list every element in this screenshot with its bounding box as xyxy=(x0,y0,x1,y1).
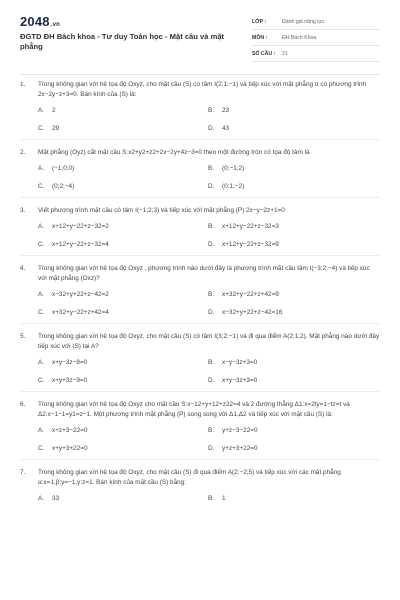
option-letter: B. xyxy=(208,427,215,434)
question-number: 2. xyxy=(20,149,26,156)
answer-option[interactable] xyxy=(38,182,208,191)
answer-options xyxy=(38,494,380,503)
answer-option[interactable] xyxy=(38,240,208,249)
option-letter: D. xyxy=(208,183,215,190)
answer-option[interactable] xyxy=(208,426,378,435)
answer-option[interactable] xyxy=(38,124,208,133)
question-text: Trong không gian với hệ tọa độ Oxyz, cho mặt cầu (S) đi qua điểm A(2;−2;5) và tiếp xúc với các mặt phẳng α:x=1,β:y=−1,γ:z=1. Bán kính của mặt cầu (S) bằng: xyxy=(38,469,341,486)
option-text: (0;1;−2) xyxy=(222,183,245,190)
option-text: y+z+3+22=0 xyxy=(222,445,258,452)
answer-option[interactable] xyxy=(208,222,378,231)
option-text: 33 xyxy=(52,495,60,502)
option-letter: D. xyxy=(208,445,215,452)
question-number: 6. xyxy=(20,401,26,408)
answer-option[interactable] xyxy=(38,222,208,231)
option-letter: D. xyxy=(208,125,215,132)
question-number: 3. xyxy=(20,207,26,214)
answer-option[interactable] xyxy=(38,358,208,367)
option-letter: B. xyxy=(208,495,215,502)
meta-label: SỐ CÂU : xyxy=(252,50,276,57)
option-letter: A. xyxy=(38,359,45,366)
answer-option[interactable] xyxy=(38,308,208,317)
logo-suffix: .vn xyxy=(50,22,61,28)
answer-options xyxy=(38,290,380,317)
option-text: 2 xyxy=(52,107,56,114)
header xyxy=(0,0,400,66)
option-letter: B. xyxy=(208,165,215,172)
answer-option[interactable] xyxy=(38,106,208,115)
answer-option[interactable] xyxy=(208,444,378,453)
answer-options xyxy=(38,106,380,133)
option-text: x+12+y−22+z−32=4 xyxy=(52,241,109,248)
answer-option[interactable] xyxy=(208,240,378,249)
option-text: x+y+3z−9=0 xyxy=(52,377,88,384)
option-letter: C. xyxy=(38,445,45,452)
option-letter: A. xyxy=(38,495,45,502)
option-letter: A. xyxy=(38,427,45,434)
option-text: (0;−1;2) xyxy=(222,165,245,172)
option-text: 23 xyxy=(222,107,230,114)
question-item xyxy=(20,80,380,140)
option-letter: A. xyxy=(38,223,45,230)
answer-option[interactable] xyxy=(208,290,378,299)
meta-value: ĐH Bách Khoa xyxy=(282,34,317,41)
option-letter: A. xyxy=(38,107,45,114)
question-item xyxy=(20,400,380,460)
question-number: 7. xyxy=(20,469,26,476)
option-text: x−32+y+22+z−42=16 xyxy=(222,309,283,316)
question-item xyxy=(20,332,380,392)
answer-options xyxy=(38,222,380,249)
answer-option[interactable] xyxy=(38,164,208,173)
answer-options xyxy=(38,358,380,385)
option-text: x+y−3z+3=0 xyxy=(222,377,258,384)
answer-option[interactable] xyxy=(208,124,378,133)
option-letter: C. xyxy=(38,377,45,384)
question-number: 1. xyxy=(20,81,26,88)
question-item xyxy=(20,148,380,198)
meta-row-count xyxy=(252,46,380,62)
option-letter: B. xyxy=(208,291,215,298)
option-text: (−1;0;0) xyxy=(52,165,75,172)
option-letter: D. xyxy=(208,377,215,384)
option-text: (0;2;−4) xyxy=(52,183,75,190)
answer-option[interactable] xyxy=(208,106,378,115)
meta-row-subject xyxy=(252,30,380,46)
answer-options xyxy=(38,426,380,453)
answer-options xyxy=(38,164,380,191)
question-item xyxy=(20,206,380,256)
option-text: 29 xyxy=(52,125,60,132)
option-text: x+y−3z−8=0 xyxy=(52,359,88,366)
meta-info xyxy=(252,14,380,62)
option-text: x+12+y−22+z−32=2 xyxy=(52,223,109,230)
question-text: Trong không gian với hệ tọa độ Oxyz , phương trình nào dưới đây là phương trình mặt cầu tâm I(−3;2;−4) và tiếp xúc với mặt phẳng (Oxz)? xyxy=(38,265,370,282)
answer-option[interactable] xyxy=(208,308,378,317)
option-letter: C. xyxy=(38,309,45,316)
option-letter: C. xyxy=(38,125,45,132)
question-text: Trong không gian với hệ tọa độ Oxyz cho mặt cầu S:x−12+y+12+z22=4 và 2 đường thẳng Δ1:x=2ty=1−tz=t và Δ2:x−1−1=y1=z−1. Một phương trình mặt phẳng (P) song song với Δ1,Δ2 và tiếp xúc với mặt cầu (S) là: xyxy=(38,401,350,418)
answer-option[interactable] xyxy=(38,426,208,435)
option-letter: B. xyxy=(208,223,215,230)
answer-option[interactable] xyxy=(208,358,378,367)
answer-option[interactable] xyxy=(38,444,208,453)
question-list xyxy=(20,80,380,517)
option-text: x+z+3−22=0 xyxy=(52,427,88,434)
answer-option[interactable] xyxy=(38,290,208,299)
answer-option[interactable] xyxy=(208,494,378,503)
question-text: Trong không gian với hệ tọa độ Oxyz, cho mặt cầu (S) có tâm I(3;2;−1) và đi qua điểm A(2;1;2). Mặt phẳng nào dưới đây tiếp xúc với (S) tại A? xyxy=(38,333,380,350)
question-item xyxy=(20,468,380,509)
answer-option[interactable] xyxy=(38,376,208,385)
option-text: x+32+y−22+z+42=4 xyxy=(52,309,109,316)
question-item xyxy=(20,264,380,324)
option-letter: D. xyxy=(208,241,215,248)
question-text: Mặt phẳng (Oyz) cắt mặt cầu S:x2+y2+z2+2x−2y+4z−3=0 theo một đường tròn có tọa độ tâm là xyxy=(38,149,310,156)
option-letter: C. xyxy=(38,241,45,248)
option-text: x−32+y+22+z−42=2 xyxy=(52,291,109,298)
site-logo[interactable] xyxy=(20,14,60,29)
option-text: 1 xyxy=(222,495,226,502)
option-letter: D. xyxy=(208,309,215,316)
header-divider xyxy=(20,74,380,75)
question-text: Viết phương trình mặt cầu có tâm I(−1;2;3) và tiếp xúc với mặt phẳng (P):2x−y−2z+1=0 xyxy=(38,207,285,214)
answer-option[interactable] xyxy=(38,494,208,503)
option-text: y+z−3−22=0 xyxy=(222,427,258,434)
meta-label: MÔN : xyxy=(252,34,268,41)
option-letter: B. xyxy=(208,359,215,366)
option-text: x+32+y−22+z+42=9 xyxy=(222,291,279,298)
question-text: Trong không gian với hệ tọa độ Oxyz, cho mặt cầu (S) có tâm I(2;1;−1) và tiếp xúc với mặt phẳng α có phương trình 2x−2y−z+3=0. Bán kính của (S) là: xyxy=(38,81,367,98)
meta-row-class xyxy=(252,14,380,30)
meta-value: Đánh giá năng lực xyxy=(282,18,325,25)
option-text: x+12+y−22+z−32=3 xyxy=(222,223,279,230)
option-text: x−y−3z+3=0 xyxy=(222,359,258,366)
option-letter: A. xyxy=(38,291,45,298)
meta-value: 21 xyxy=(282,50,288,57)
option-text: x+y+3+22=0 xyxy=(52,445,88,452)
option-letter: A. xyxy=(38,165,45,172)
question-number: 5. xyxy=(20,333,26,340)
option-text: 43 xyxy=(222,125,230,132)
meta-label: LỚP : xyxy=(252,18,267,25)
answer-option[interactable] xyxy=(208,182,378,191)
option-text: x+12+y−22+z−32=9 xyxy=(222,241,279,248)
question-number: 4. xyxy=(20,265,26,272)
page-title: ĐGTD ĐH Bách khoa - Tư duy Toán học - Mặt cầu và mặt phẳng xyxy=(20,32,225,51)
option-letter: C. xyxy=(38,183,45,190)
answer-option[interactable] xyxy=(208,376,378,385)
logo-text: 2048 xyxy=(20,14,50,29)
option-letter: B. xyxy=(208,107,215,114)
answer-option[interactable] xyxy=(208,164,378,173)
